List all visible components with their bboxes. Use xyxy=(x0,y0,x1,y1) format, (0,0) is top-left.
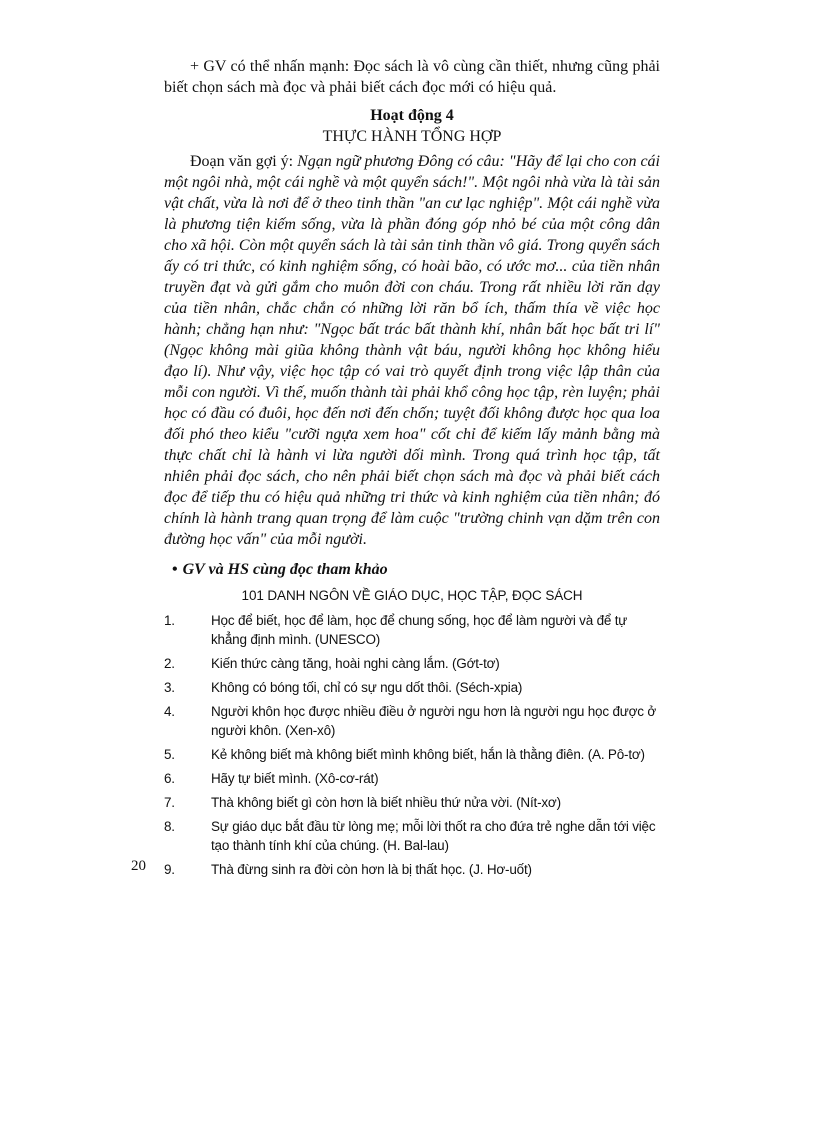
quote-text: Thà đừng sinh ra đời còn hơn là bị thất học. (J. Hơ-uốt) xyxy=(211,862,532,877)
quote-number: 7. xyxy=(164,795,175,810)
quote-item xyxy=(164,654,660,673)
suggestion-text: Ngạn ngữ phương Đông có câu: "Hãy để lại cho con cái một ngôi nhà, một cái nghề và một quyển sách!". Một ngôi nhà vừa là tài sản vật chất, vừa là nơi để ở theo tinh thần "an cư lạc nghiệp". Một cái nghề vừa là phương tiện kiếm sống, vừa là phần đóng góp nhỏ bé của một công dân cho xã hội. Còn một quyển sách là tài sản tinh thần vô giá. Trong quyển sách ấy có tri thức, có kinh nghiệm sống, có hoài bão, có ước mơ... của tiền nhân truyền đạt và gửi gắm cho muôn đời con cháu. Trong rất nhiều lời răn dạy của tiền nhân, chắc chắn có những lời răn bổ ích, thấm thía về việc học hành; chẳng hạn như: "Ngọc bất trác bất thành khí, nhân bất học bất tri lí" (Ngọc không mài giũa không thành vật báu, người không học không hiểu đạo lí). Như vậy, việc học tập có vai trò quyết định trong việc lập thân của mỗi con người. Vì thế, muốn thành tài phải khổ công học tập, rèn luyện; phải học có đầu có đuôi, học đến nơi đến chốn; tuyệt đối không được học qua loa đối phó theo kiểu "cưỡi ngựa xem hoa" cốt chỉ để kiếm lấy mảnh bằng mà thực chất chỉ là hành vi lừa người dối mình. Trong quá trình học tập, tất nhiên phải đọc sách, cho nên phải biết chọn sách mà đọc và phải biết cách đọc để tiếp thu có hiệu quả những tri thức và kinh nghiệm của tiền nhân; đó chính là hành trang quan trọng để làm cuộc "trường chinh vạn dặm trên con đường học vấn" của mỗi người. xyxy=(164,153,661,548)
suggestion-paragraph xyxy=(164,151,660,550)
reading-heading xyxy=(172,559,660,580)
quote-number: 4. xyxy=(164,704,175,719)
quote-text: Hãy tự biết mình. (Xô-cơ-rát) xyxy=(211,771,379,786)
quote-item xyxy=(164,769,660,788)
quote-item xyxy=(164,611,660,649)
quote-item xyxy=(164,745,660,764)
reading-label: GV và HS cùng đọc tham khảo xyxy=(182,561,388,578)
quote-item xyxy=(164,817,660,855)
quote-item xyxy=(164,793,660,812)
quote-number: 6. xyxy=(164,771,175,786)
quote-item xyxy=(164,678,660,697)
intro-paragraph: + GV có thể nhấn mạnh: Đọc sách là vô cùng cần thiết, nhưng cũng phải biết chọn sách mà đọc và phải biết cách đọc mới có hiệu quả. xyxy=(164,58,660,96)
quote-number: 2. xyxy=(164,656,175,671)
quote-list xyxy=(164,611,660,879)
quote-item xyxy=(164,860,660,879)
activity-subtitle: THỰC HÀNH TỔNG HỢP xyxy=(322,128,502,145)
quote-text: Kiến thức càng tăng, hoài nghi càng lắm. (Gớt-tơ) xyxy=(211,656,500,671)
activity-title: Hoạt động 4 xyxy=(370,107,454,124)
quote-text: Thà không biết gì còn hơn là biết nhiều thứ nửa vời. (Nít-xơ) xyxy=(211,795,561,810)
quote-item xyxy=(164,702,660,740)
page-content xyxy=(164,56,660,884)
quote-text: Sự giáo dục bắt đầu từ lòng mẹ; mỗi lời thốt ra cho đứa trẻ nghe dẫn tới việc tạo thành tính khí của chúng. (H. Bal-lau) xyxy=(211,819,656,853)
quote-text: Người khôn học được nhiều điều ở người ngu hơn là người ngu học được ở người khôn. (Xen-xô) xyxy=(211,704,657,738)
quote-number: 8. xyxy=(164,819,175,834)
quote-text: Không có bóng tối, chỉ có sự ngu dốt thôi. (Séch-xpia) xyxy=(211,680,523,695)
bullet-icon: • xyxy=(172,561,178,578)
quote-text: Học để biết, học để làm, học để chung sống, học để làm người và để tự khẳng định mình. (UNESCO) xyxy=(211,613,628,647)
quote-number: 3. xyxy=(164,680,175,695)
quote-list-title: 101 DANH NGÔN VỀ GIÁO DỤC, HỌC TẬP, ĐỌC SÁCH xyxy=(241,588,583,603)
quote-number: 9. xyxy=(164,862,175,877)
quote-number: 1. xyxy=(164,613,175,628)
quote-text: Kẻ không biết mà không biết mình không biết, hắn là thằng điên. (A. Pô-tơ) xyxy=(211,747,645,762)
quote-number: 5. xyxy=(164,747,175,762)
suggestion-label: Đoạn văn gợi ý: xyxy=(190,153,298,170)
page-number: 20 xyxy=(131,858,146,874)
